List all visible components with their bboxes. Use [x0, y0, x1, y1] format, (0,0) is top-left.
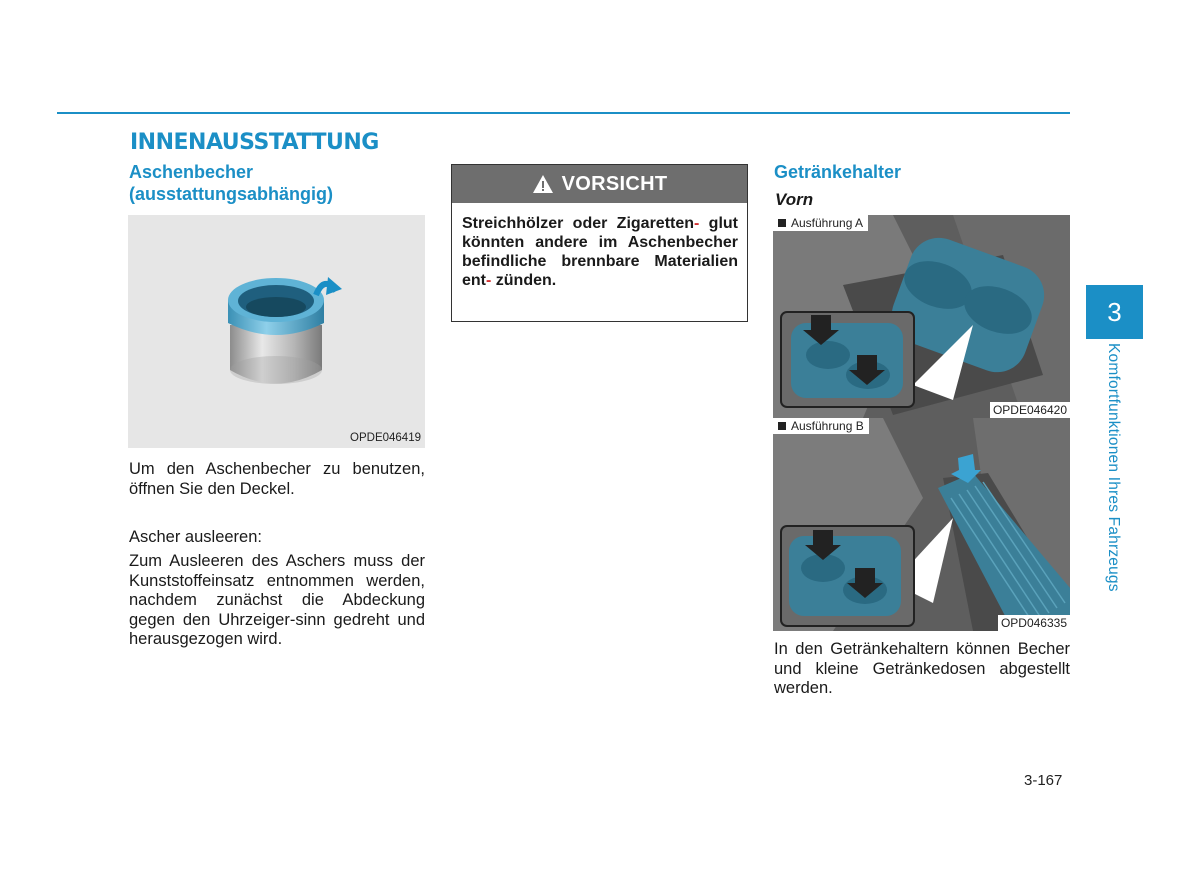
ashtray-figure-code: OPDE046419 — [350, 432, 421, 444]
cupholder-heading: Getränkehalter — [774, 162, 902, 182]
caution-text-part-c: zünden. — [495, 272, 557, 289]
ashtray-figure — [128, 215, 425, 448]
caution-text-part-b: glut könnten andere im Aschenbecher befindliche brennbare Materialien ent — [462, 215, 738, 289]
chapter-tab: 3 — [1086, 285, 1143, 339]
cupholder-illustration-a — [773, 215, 1070, 418]
ashtray-empty-text: Zum Ausleeren des Aschers muss der Kunststoffeinsatz entnommen werden, nachdem zunächst die Abdeckung gegen den Uhrzeiger-sinn gedreht und herausgezogen wird. — [129, 552, 425, 648]
section-title: INNENAUSSTATTUNG — [130, 130, 379, 155]
hyphen: - — [694, 215, 700, 232]
top-rule — [57, 112, 1070, 114]
figure-b-label-text: Ausführung B — [791, 419, 864, 433]
figure-b-code: OPD046335 — [998, 615, 1070, 631]
ashtray-heading-line1: Aschenbecher — [129, 162, 254, 182]
caution-text-part-a: Streichhölzer oder Zigaretten — [462, 215, 695, 232]
figure-a-code: OPDE046420 — [990, 402, 1070, 418]
figure-b-label — [773, 418, 869, 434]
caution-text — [452, 203, 747, 290]
figure-a-label-text: Ausführung A — [791, 216, 864, 230]
page-number: 3-167 — [1024, 772, 1063, 789]
ashtray-heading-line2: (ausstattungsabhängig) — [129, 184, 334, 204]
square-bullet-icon — [778, 219, 786, 227]
ashtray-empty-heading: Ascher ausleeren: — [129, 528, 262, 546]
cupholder-figure-a — [773, 215, 1070, 418]
caution-header — [452, 165, 747, 203]
hyphen: - — [486, 272, 492, 289]
figure-a-label — [773, 215, 868, 231]
cupholder-illustration-b — [773, 418, 1070, 631]
caution-box — [451, 164, 748, 322]
ashtray-heading — [129, 161, 333, 205]
cupholder-figure-b — [773, 418, 1070, 631]
cupholder-subheading: Vorn — [775, 190, 814, 209]
cupholder-text: In den Getränkehaltern können Becher und kleine Getränkedosen abgestellt werden. — [774, 640, 1070, 697]
warning-triangle-icon — [532, 174, 554, 194]
chapter-title: Komfortfunktionen Ihres Fahrzeugs — [1105, 343, 1122, 592]
ashtray-illustration — [128, 215, 425, 448]
caution-title: VORSICHT — [561, 172, 668, 195]
ashtray-use-text: Um den Aschenbecher zu benutzen, öffnen Sie den Deckel. — [129, 460, 425, 498]
square-bullet-icon — [778, 422, 786, 430]
